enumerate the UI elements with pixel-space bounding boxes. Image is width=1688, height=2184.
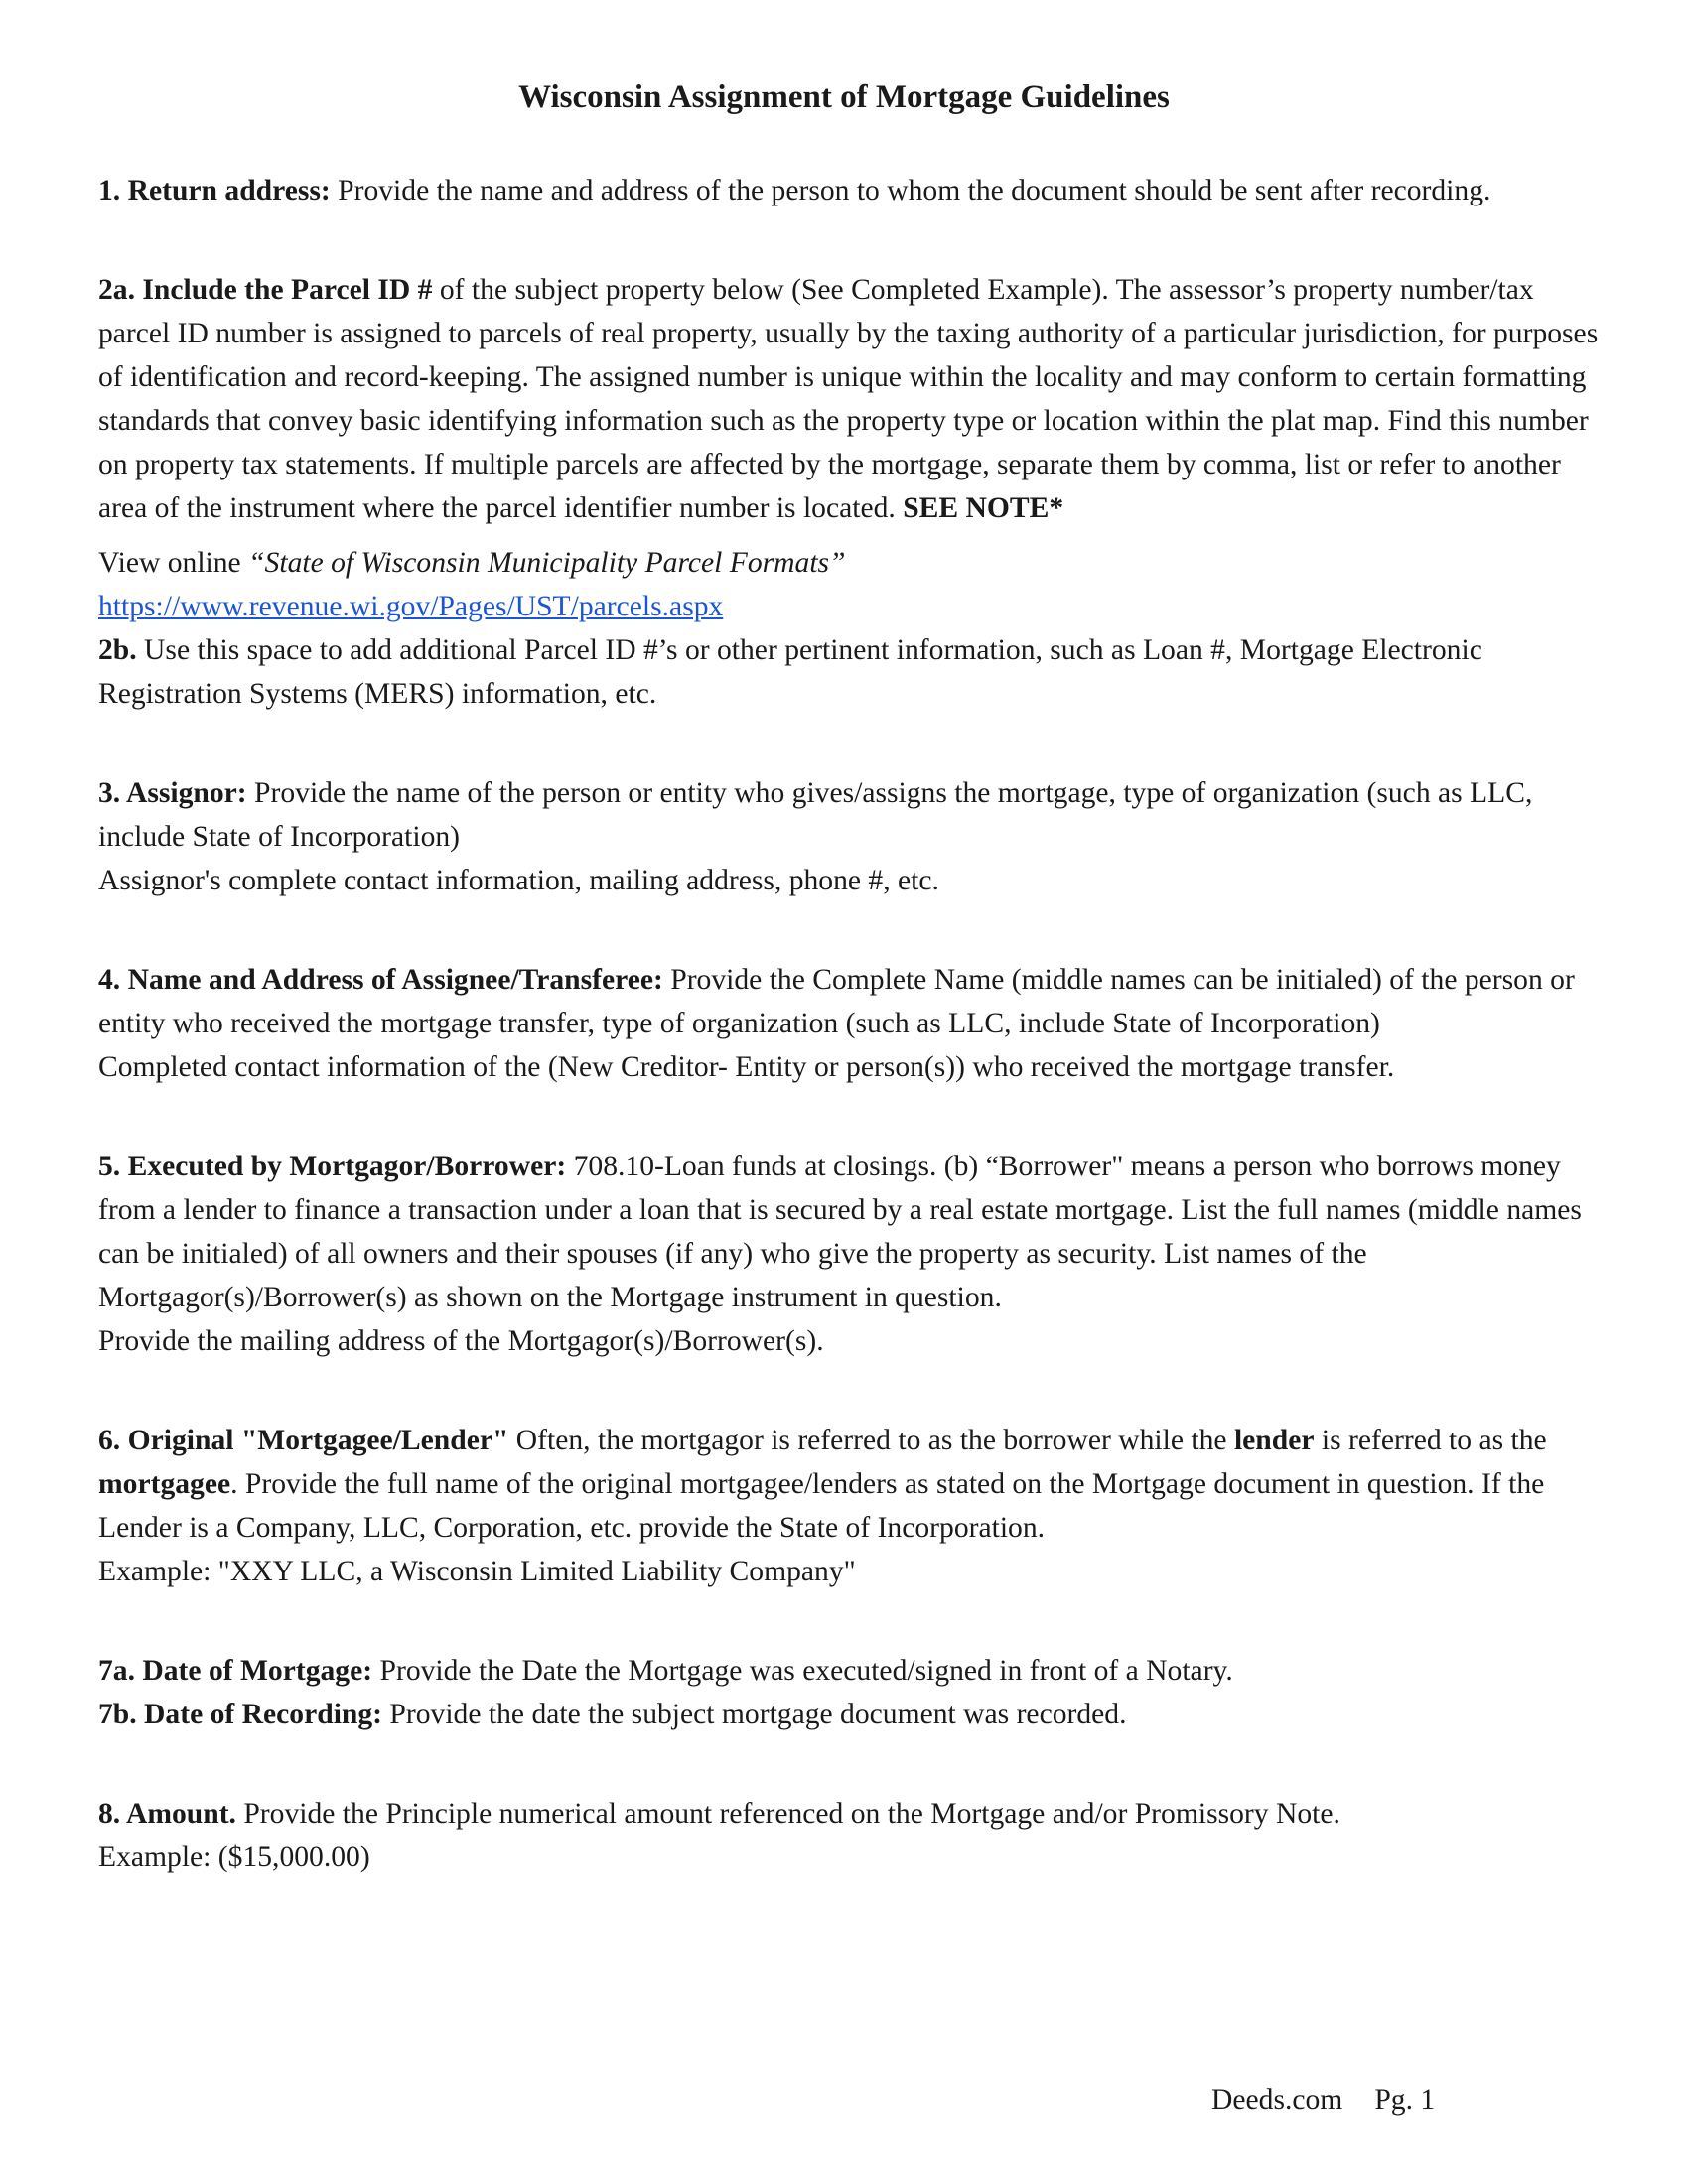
section-7a-text: Provide the Date the Mortgage was executed/signed in front of a Notary. xyxy=(372,1655,1233,1687)
section-5-address: Provide the mailing address of the Mortgagor(s)/Borrower(s). xyxy=(98,1325,824,1357)
section-8-example: Example: ($15,000.00) xyxy=(98,1842,370,1873)
footer-site: Deeds.com xyxy=(1211,2084,1343,2116)
section-3-contact: Assignor's complete contact information, mailing address, phone #, etc. xyxy=(98,865,939,896)
section-7a-label: 7a. Date of Mortgage: xyxy=(98,1655,373,1687)
section-4-text: Provide the Complete Name (middle names can be initialed) of the person or entity who received the mortgage transfer, type of organization (such as LLC, include State of Incorporation) xyxy=(98,964,1575,1039)
section-6-bold-lender: lender xyxy=(1233,1425,1315,1456)
section-8-amount xyxy=(98,1792,1603,1879)
section-8-label: 8. Amount. xyxy=(98,1798,236,1830)
section-1-label: 1. Return address: xyxy=(98,175,331,206)
section-6-bold-mortgagee: mortgagee xyxy=(98,1468,231,1500)
guidelines-body xyxy=(98,169,1603,1879)
section-2a-label: 2a. Include the Parcel ID # xyxy=(98,274,433,306)
section-2b-additional-info xyxy=(98,628,1603,716)
section-7b-label: 7b. Date of Recording: xyxy=(98,1699,383,1730)
section-4-contact: Completed contact information of the (New Creditor- Entity or person(s)) who received the mortgage transfer. xyxy=(98,1051,1395,1083)
footer-page-number: Pg. 1 xyxy=(1374,2084,1436,2116)
section-8-text: Provide the Principle numerical amount referenced on the Mortgage and/or Promissory Note. xyxy=(235,1798,1340,1830)
section-5-text: 708.10-Loan funds at closings. (b) “Borrower" means a person who borrows money from a lender to finance a transaction under a loan that is secured by a real estate mortgage. List the full names (middle names can be initialed) of all owners and their spouses (if any) who give the property as security. List names of the Mortgagor(s)/Borrower(s) as shown on the Mortgage instrument in question. xyxy=(98,1151,1582,1313)
section-2a-note: SEE NOTE* xyxy=(903,492,1064,524)
online-prefix: View online xyxy=(98,547,249,579)
page-title: Wisconsin Assignment of Mortgage Guidelines xyxy=(518,79,1170,115)
section-2b-label: 2b. xyxy=(98,634,137,666)
section-1-return-address xyxy=(98,169,1603,212)
section-3-text: Provide the name of the person or entity who gives/assigns the mortgage, type of organization (such as LLC, include State of Incorporation) xyxy=(98,777,1533,853)
section-3-label: 3. Assignor: xyxy=(98,777,247,809)
section-6-text-3: . Provide the full name of the original mortgagee/lenders as stated on the Mortgage document in question. If the Lender is a Company, LLC, Corporation, etc. provide the State of Incorporation. xyxy=(98,1468,1545,1544)
section-1-text: Provide the name and address of the person to whom the document should be sent after recording. xyxy=(330,175,1491,206)
section-2a-parcel-id xyxy=(98,268,1603,530)
section-7b-text: Provide the date the subject mortgage document was recorded. xyxy=(382,1699,1127,1730)
section-3-assignor xyxy=(98,771,1603,902)
section-7-dates xyxy=(98,1649,1603,1736)
online-reference xyxy=(98,541,1603,628)
section-2a-text: of the subject property below (See Completed Example). The assessor’s property number/tax parcel ID number is assigned to parcels of real property, usually by the taxing authority of a particular jurisdiction, for purposes of identification and record-keeping. The assigned number is unique within the locality and may conform to certain formatting standards that convey basic identifying information such as the property type or location within the plat map. Find this number on property tax statements. If multiple parcels are affected by the mortgage, separate them by comma, list or refer to another area of the instrument where the parcel identifier number is located. xyxy=(98,274,1599,524)
section-5-mortgagor xyxy=(98,1145,1603,1363)
section-6-mortgagee xyxy=(98,1419,1603,1593)
section-4-label: 4. Name and Address of Assignee/Transferee: xyxy=(98,964,663,996)
page-footer xyxy=(1211,2078,1435,2121)
section-6-example: Example: "XXY LLC, a Wisconsin Limited Liability Company" xyxy=(98,1556,856,1587)
parcel-formats-link[interactable]: https://www.revenue.wi.gov/Pages/UST/parcels.aspx xyxy=(98,591,724,622)
section-6-text-1: Often, the mortgagor is referred to as the borrower while the xyxy=(508,1425,1234,1456)
section-4-assignee xyxy=(98,958,1603,1089)
section-6-text-2: is referred to as the xyxy=(1314,1425,1547,1456)
section-6-label: 6. Original "Mortgagee/Lender" xyxy=(98,1425,509,1456)
section-5-label: 5. Executed by Mortgagor/Borrower: xyxy=(98,1151,567,1182)
online-title: “State of Wisconsin Municipality Parcel Formats” xyxy=(248,547,846,579)
section-2b-text: Use this space to add additional Parcel ID #’s or other pertinent information, such as Loan #, Mortgage Electronic Registration Systems (MERS) information, etc. xyxy=(98,634,1482,710)
